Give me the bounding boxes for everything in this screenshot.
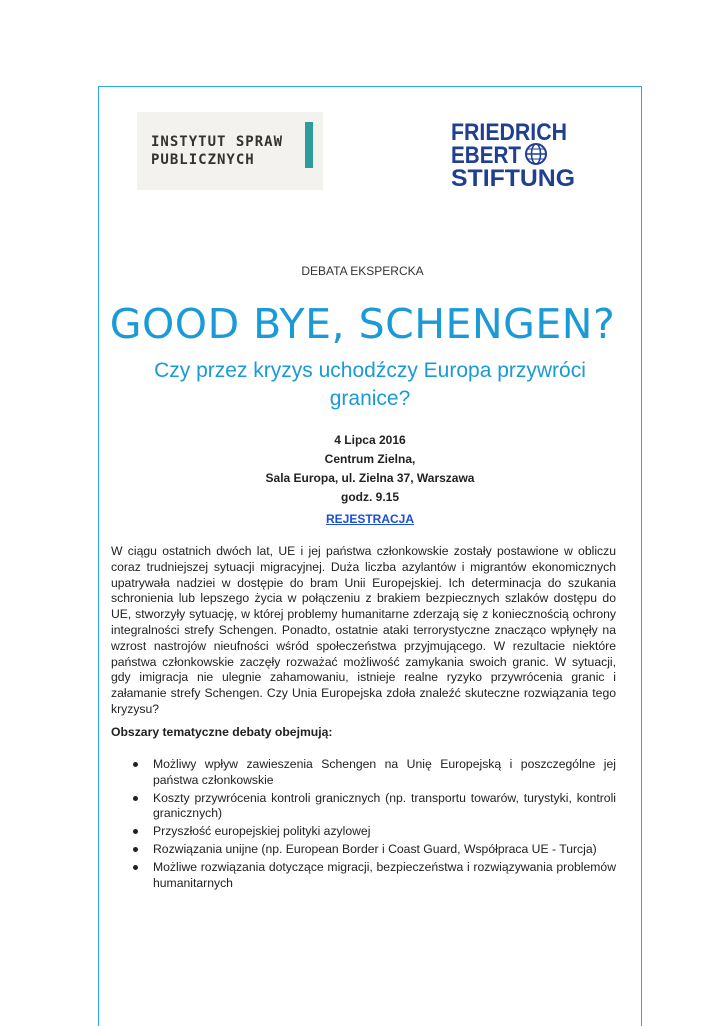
fes-logo-line1: FRIEDRICH xyxy=(451,119,567,146)
fes-logo-line3: STIFTUNG xyxy=(451,165,575,192)
event-venue: Centrum Zielna, xyxy=(324,452,416,466)
event-title: GOOD BYE, SCHENGEN? xyxy=(109,300,616,348)
globe-icon xyxy=(526,144,546,164)
list-item-text: Przyszłość europejskiej polityki azylowej xyxy=(153,824,371,839)
event-label: DEBATA EKSPERCKA xyxy=(301,264,424,278)
event-details xyxy=(0,431,725,507)
fes-logo-graphic xyxy=(447,118,579,192)
list-item xyxy=(111,757,616,789)
isp-logo-line2: PUBLICZNYCH xyxy=(151,152,255,168)
event-time: godz. 9.15 xyxy=(340,490,399,504)
list-item xyxy=(111,860,616,892)
event-address: Sala Europa, ul. Zielna 37, Warszawa xyxy=(265,471,475,485)
bullet-icon xyxy=(133,847,138,852)
bullet-icon xyxy=(133,829,138,834)
isp-logo xyxy=(137,112,323,190)
isp-logo-line1: INSTYTUT SPRAW xyxy=(151,134,284,150)
registration-link[interactable]: REJESTRACJA xyxy=(325,512,415,526)
event-date: 4 Lipca 2016 xyxy=(334,433,406,447)
list-item-text: Możliwy wpływ zawieszenia Schengen na Unię Europejską i poszczególne jej państwa członkowskie xyxy=(153,757,616,787)
fes-logo-line2: EBERT xyxy=(451,142,522,169)
isp-logo-bar xyxy=(305,122,313,168)
description-paragraph: W ciągu ostatnich dwóch lat, UE i jej państwa członkowskie zostały postawione w obliczu coraz trudniejszej sytuacji migracyjnej. Duża liczba azylantów i migrantów ekonomicznych upatrywała nadziei w dostępie do bram Unii Europejskiej. Ich determinacja do szukania schronienia lub lepszego życia w połączeniu z brakiem bezpiecznych szlaków dostępu do UE, stworzyły sytuację, w której problemy humanitarne zderzają się z koniecznością ochrony integralności strefy Schengen. Ponadto, ostatnie ataki terrorystyczne znacząco wpłynęły na wzrost nastrojów nieufności wśród społeczeństwa przyjmującego. W rezultacie niektóre państwa członkowskie zaczęły rozważać możliwość zamykania swoich granic. W sytuacji, gdy imigracja nie ulegnie zahamowaniu, istnieje realne ryzyko przywrócenia granic i załamanie strefy Schengen. Czy Unia Europejska zdoła znaleźć skuteczne rozwiązania tego kryzysu? xyxy=(111,544,616,716)
topics-heading: Obszary tematyczne debaty obejmują: xyxy=(111,725,333,739)
topics-list xyxy=(111,757,616,893)
bullet-icon xyxy=(133,762,138,767)
list-item-text: Koszty przywrócenia kontroli granicznych (np. transportu towarów, turystyki, kontroli granicznych) xyxy=(153,790,616,821)
event-subtitle: Czy przez kryzys uchodźczy Europa przywróci granice? xyxy=(154,359,586,410)
list-item-text: Rozwiązania unijne (np. European Border i Coast Guard, Współpraca UE - Turcja) xyxy=(153,841,597,856)
list-item-text: Możliwe rozwiązania dotyczące migracji, bezpieczeństwa i rozwiązywania problemów humanitarnych xyxy=(153,859,616,890)
list-item xyxy=(111,791,616,823)
bullet-icon xyxy=(133,865,138,870)
list-item xyxy=(111,824,616,840)
fes-logo xyxy=(447,118,579,192)
bullet-icon xyxy=(133,796,138,801)
list-item xyxy=(111,842,616,858)
